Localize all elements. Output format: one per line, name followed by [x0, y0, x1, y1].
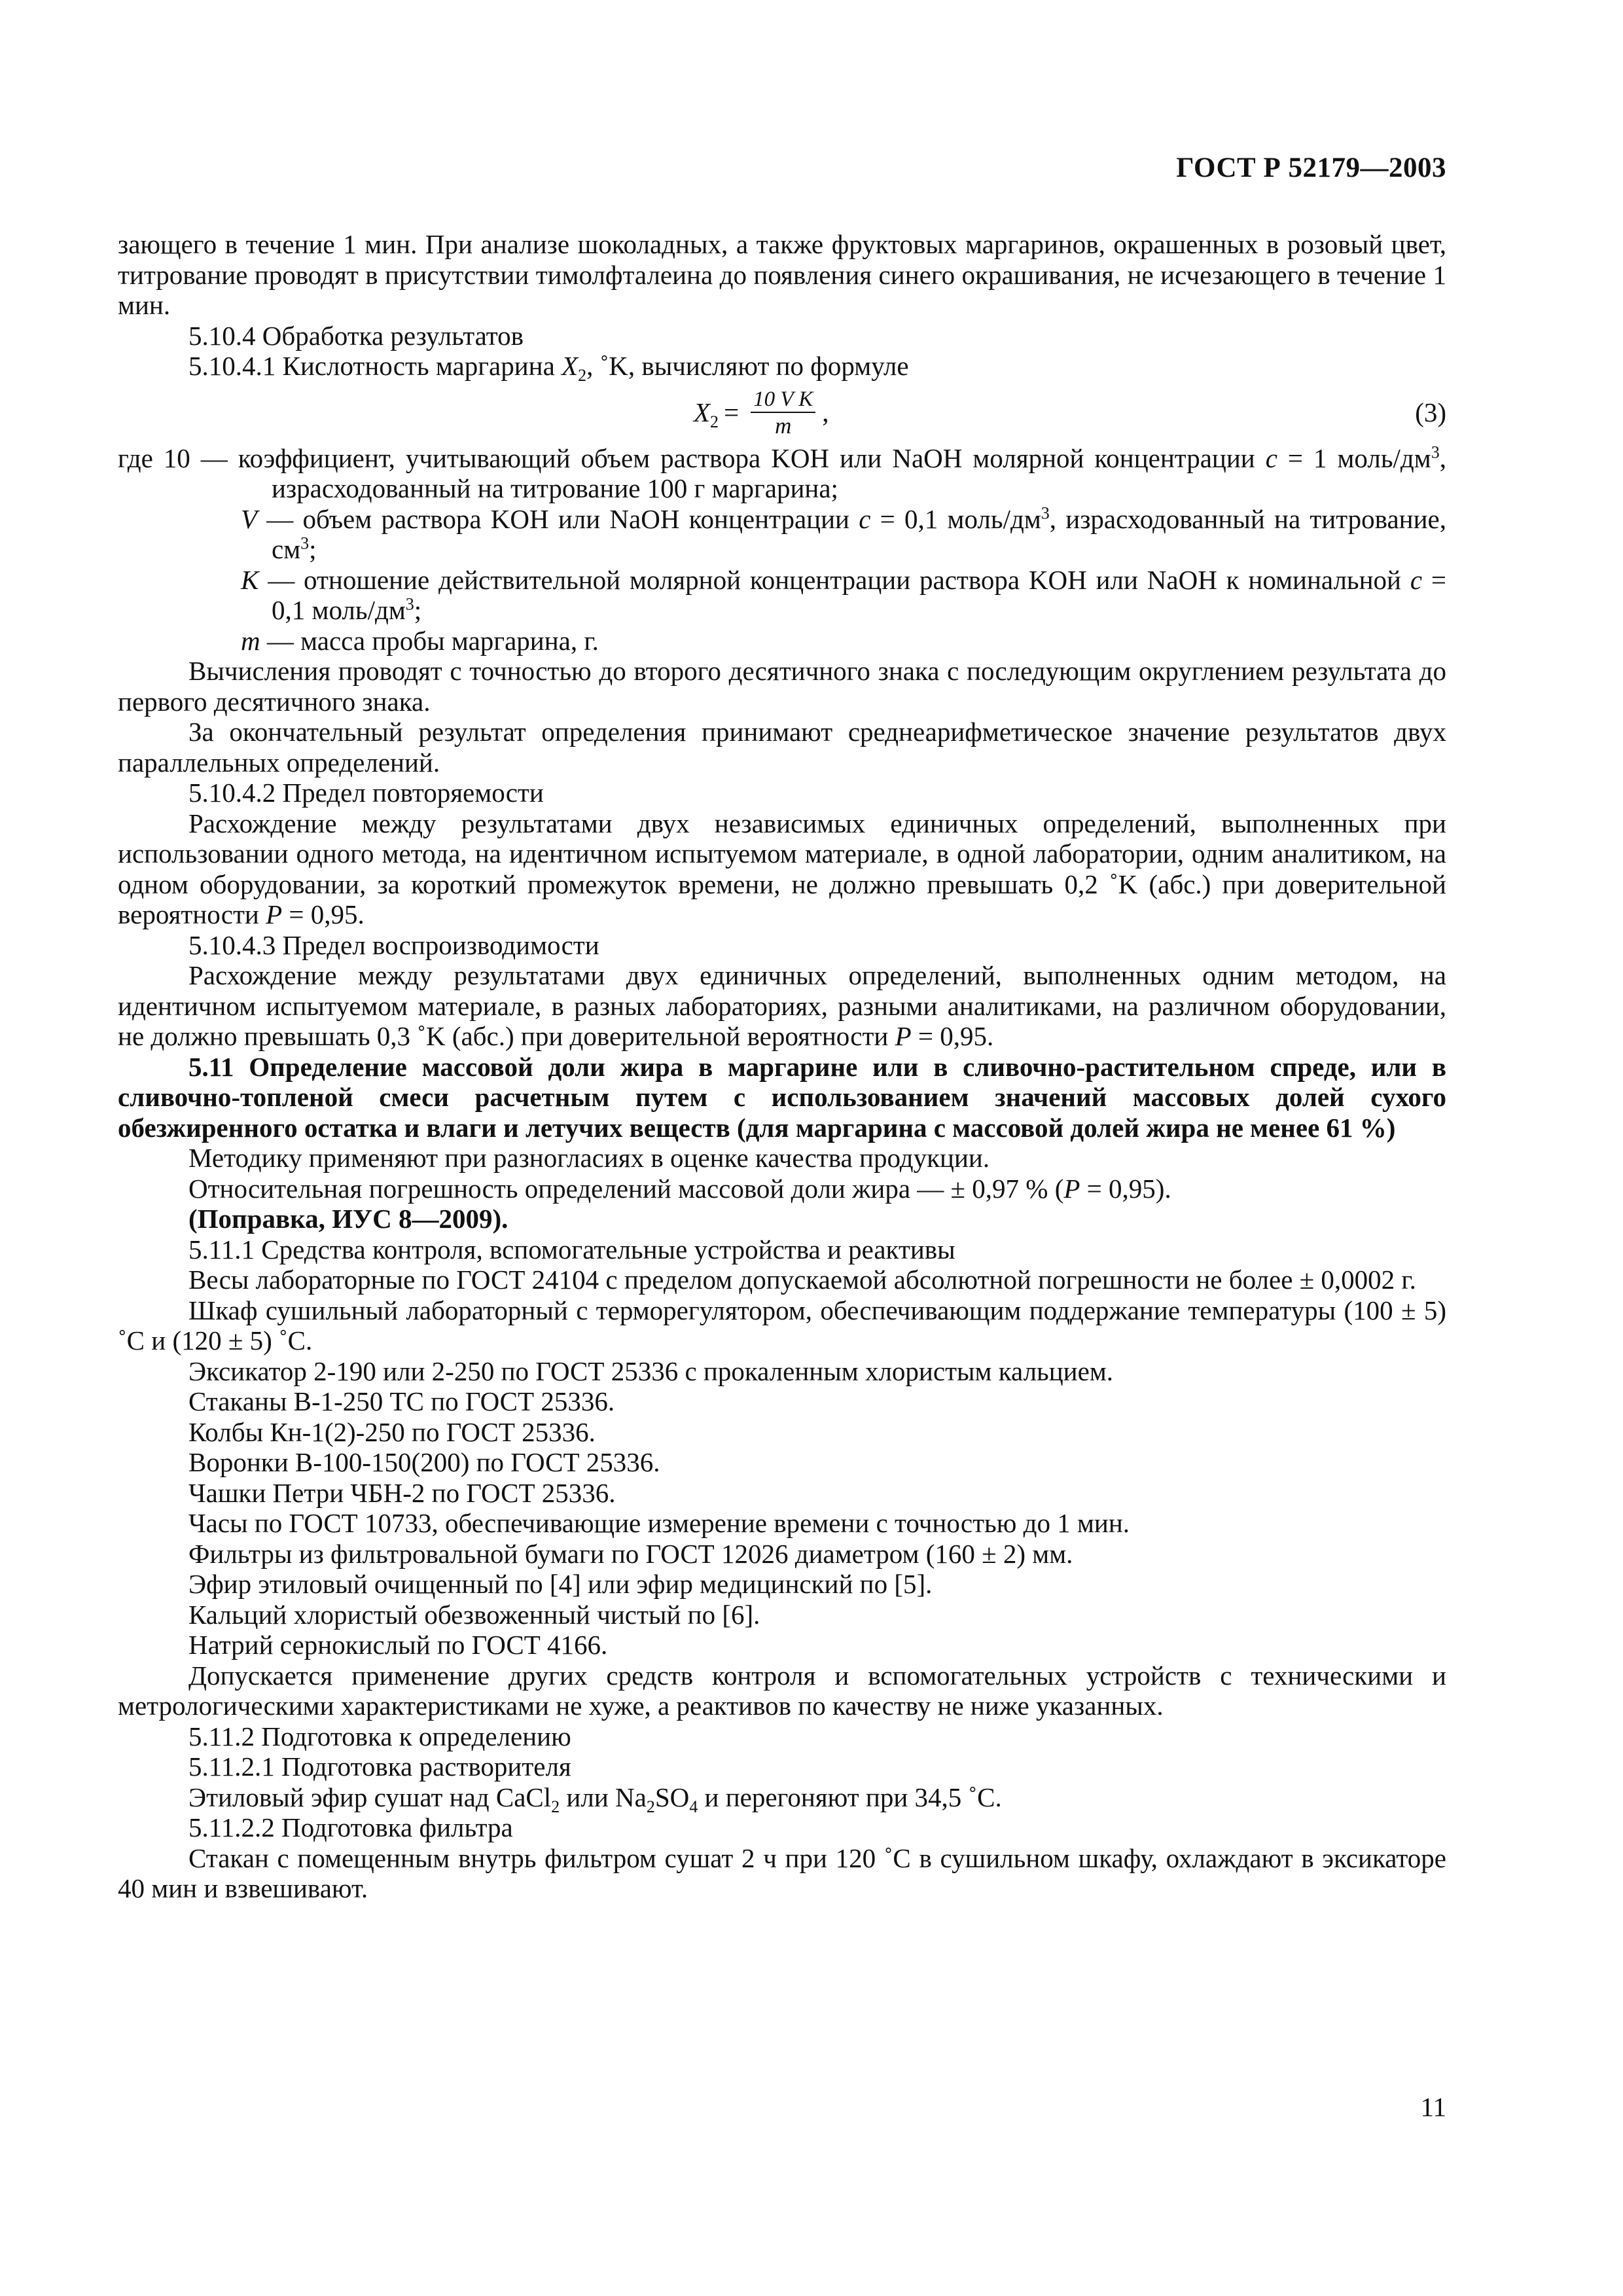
document-header: ГОСТ Р 52179—2003: [1176, 152, 1446, 183]
document-body: [118, 229, 1446, 1904]
formula-lhs: $X_2$: [694, 397, 719, 432]
section-heading: 5.11.1 Средства контроля, вспомогательные устройства и реактивы: [188, 1234, 955, 1265]
paragraph: Относительная погрешность определений массовой доли жира — ± 0,97 % (P = 0,95).: [188, 1173, 1171, 1204]
page-number: 11: [1420, 2092, 1446, 2122]
section-heading: 5.11.2.2 Подготовка фильтра: [188, 1812, 513, 1842]
definition-item: K — отношение действительной молярной концентрации раствора KOH или NaOH к номинальной c = 0,1 моль/$дм^3$;: [241, 564, 1447, 625]
section-heading: 5.11.2 Подготовка к определению: [188, 1721, 571, 1751]
paragraph: зающего в течение 1 мин. При анализе шоколадных, а также фруктовых маргаринов, окрашенных в розовый цвет, титрование проводят в присутствии тимолфталеина до появления синего окрашивания, не исчезающего в течение 1 мин.: [118, 229, 1446, 320]
list-item: Колбы Кн-1(2)-250 по ГОСТ 25336.: [188, 1416, 596, 1447]
definition-item: m — масса пробы маргарина, г.: [241, 625, 599, 656]
formula-numerator: 10 V K: [751, 387, 815, 413]
paragraph: Расхождение между результатами двух независимых единичных определений, выполненных при использовании одного метода, на идентичном испытуемом материале, в одной лаборатории, одним аналитиком, на одном оборудовании, за короткий промежуток времени, не должно превышать 0,2 ˚K (абс.) при доверительной вероятности P = 0,95.: [118, 808, 1446, 929]
paragraph: 5.10.4.1 Кислотность маргарина $X_2$, ˚K, вычисляют по формуле: [188, 351, 909, 386]
paragraph: Расхождение между результатами двух единичных определений, выполненных одним методом, на идентичном испытуемом материале, в разных лабораториях, разными аналитиками, на различном оборудовании, не должно превышать 0,3 ˚K (абс.) при доверительной вероятности P = 0,95.: [118, 960, 1446, 1051]
section-heading: 5.10.4.2 Предел повторяемости: [188, 778, 544, 808]
list-item: Натрий сернокислый по ГОСТ 4166.: [188, 1630, 608, 1660]
paragraph: За окончательный результат определения принимают среднеарифметическое значение результатов двух параллельных определений.: [118, 717, 1446, 778]
paragraph: Методику применяют при разногласиях в оценке качества продукции.: [188, 1143, 990, 1173]
paragraph: Шкаф сушильный лабораторный с терморегулятором, обеспечивающим поддержание температуры (100 ± 5) ˚C и (120 ± 5) ˚C.: [118, 1295, 1446, 1355]
list-item: Чашки Петри ЧБН-2 по ГОСТ 25336.: [188, 1477, 616, 1508]
list-item: Часы по ГОСТ 10733, обеспечивающие измерение времени с точностью до 1 мин.: [188, 1508, 1130, 1538]
amendment-note: (Поправка, ИУС 8—2009).: [188, 1204, 508, 1234]
list-item: Стаканы В-1-250 ТС по ГОСТ 25336.: [188, 1386, 615, 1416]
formula-expression: $X_2$ = $\frac{\text{10 V K}}{m}$ ,: [694, 387, 829, 439]
list-item: Фильтры из фильтровальной бумаги по ГОСТ 12026 диаметром (160 ± 2) мм.: [188, 1538, 1073, 1569]
paragraph: Вычисления проводят с точностью до второго десятичного знака с последующим округлением результата до первого десятичного знака.: [118, 656, 1446, 717]
section-heading: 5.10.4 Обработка результатов: [188, 320, 524, 351]
formula-denominator: m: [775, 412, 792, 439]
section-heading: 5.11.2.1 Подготовка растворителя: [188, 1751, 571, 1782]
definition-item: V — объем раствора KOH или NaOH концентрации c = 0,1 моль/$дм^3$, израсходованный на титрование, $см^3$;: [241, 503, 1447, 564]
list-item: Кальций хлористый обезвоженный чистый по [6].: [188, 1599, 760, 1630]
paragraph: Допускается применение других средств контроля и вспомогательных устройств с техническими и метрологическими характеристиками не хуже, а реактивов по качеству не ниже указанных.: [118, 1660, 1446, 1721]
formula-fraction: [751, 387, 815, 439]
list-item: Эфир этиловый очищенный по [4] или эфир медицинский по [5].: [188, 1569, 933, 1599]
definition-item: где 10 — коэффициент, учитывающий объем раствора KOH или NaOH молярной концентрации c = 1 моль/$дм^3$, израсходованный на титрование 100 г маргарина;: [118, 442, 1446, 503]
paragraph: Этиловый эфир сушат над CaCl$_2$ или $Na_2SO_4$ и перегоняют при 34,5 ˚C.: [188, 1782, 1002, 1816]
section-heading-bold: 5.11 Определение массовой доли жира в маргарине или в сливочно-растительном спреде, или в сливочно-топленой смеси расчетным путем с использованием значений массовых долей сухого обезжиренного остатка и влаги и летучих веществ (для маргарина с массовой долей жира не менее 61 %): [118, 1051, 1446, 1143]
paragraph: Весы лабораторные по ГОСТ 24104 с пределом допускаемой абсолютной погрешности не более ± 0,0002 г.: [188, 1265, 1416, 1295]
paragraph: Стакан с помещенным внутрь фильтром сушат 2 ч при 120 ˚C в сушильном шкафу, охлаждают в эксикаторе 40 мин и взвешивают.: [118, 1842, 1446, 1903]
list-item: Эксикатор 2-190 или 2-250 по ГОСТ 25336 с прокаленным хлористым кальцием.: [188, 1355, 1114, 1386]
formula-number: (3): [1415, 397, 1446, 427]
section-heading: 5.10.4.3 Предел воспроизводимости: [188, 929, 599, 960]
list-item: Воронки В-100-150(200) по ГОСТ 25336.: [188, 1447, 660, 1477]
formula-3: [118, 382, 1446, 443]
